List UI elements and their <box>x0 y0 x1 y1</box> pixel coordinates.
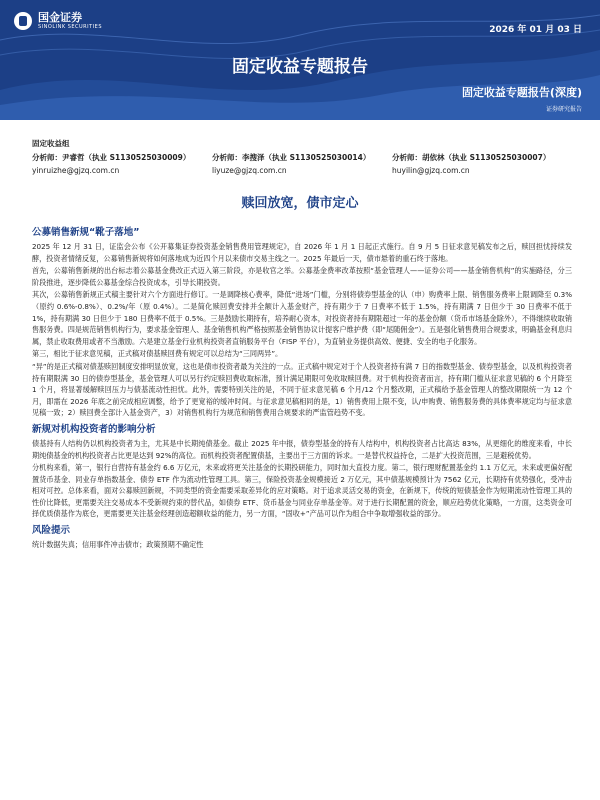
section-heading-risk: 风险提示 <box>32 525 71 537</box>
report-type-title: 固定收益专题报告 <box>232 57 368 77</box>
paragraph: 分机构来看，第一，银行自营持有基金约 6.6 万亿元，未来或将更关注基金的长期投研能力，同时加大直投力度。第二，银行理财配置基金约 1.1 万亿元，未来或更偏好配置货币基金、同业存单指数基金、债券 ETF 作为流动性管理工具。第三，保险投资基金规模接近 2 万亿元，其中债基规模预计为 7562 亿元，长期持有优势强化，受冲击相对可控。总体来看，面对公募赎回新规，不同类型的资金需要采取差异化的应对策略。对于追求灵活交易的资金，在新规下，传统的短债基金作为短期流动性管理工具的性价比降低，更需要关注交易成本不受新规约束的替代品，如债券 ETF、货币基金与同业存单基金等。对于进行长期配置的资金，顺应趋势优化策略，一方面，这类资金可择优质债基作为底仓，更需要更关注基金经理创造超额收益的能力，另一方面，“固收+”产品可以作为组合中争取增强收益的部分。 <box>32 463 572 519</box>
header-banner <box>0 0 600 120</box>
paragraph: 第三，相比于征求意见稿，正式稿对债基赎回费有规定可以总结为“三同两异”。 <box>32 349 283 359</box>
paragraph: 2025 年 12 月 31 日，证监会公布《公开募集证券投资基金销售费用管理规定》，自 2026 年 1 月 1 日起正式施行。自 9 月 5 日征求意见稿发布之后，赎回担忧持续发酵，投资者情绪反复，公募销售新规将如何落地成为近四个月以来债市交易主线之一。2025 年最后一天，债市悬着的重石终于落地。 <box>32 242 572 263</box>
analyst-group: 固定收益组 <box>32 139 70 148</box>
analyst-email[interactable]: liyuze@gjzq.com.cn <box>212 166 287 175</box>
logo-icon <box>14 12 32 30</box>
analyst-name: 分析师：尹睿哲（执业 S1130525030009） <box>32 153 191 162</box>
paragraph: 首先，公募销售新规的出台标志着公募基金费改正式迈入第三阶段，亦是收官之举。公募基金费率改革按照“基金管理人——证券公司——基金销售机构”的实施路径，分三阶段推进，逐步降低公募基金综合投资成本，引导长期投资。 <box>32 266 572 287</box>
analyst-email[interactable]: huyilin@gjzq.com.cn <box>392 166 470 175</box>
section-heading-institutional-impact: 新规对机构投资者的影响分析 <box>32 423 156 435</box>
company-logo <box>14 12 102 30</box>
logo-subtext: SINOLINK SECURITIES <box>38 24 102 30</box>
paragraph: 债基持有人结构仍以机构投资者为主，尤其是中长期纯债基金。截止 2025 年中报，债券型基金的持有人结构中，机构投资者占比高达 83%，从更细化的维度来看，中长期纯债基金的机构投资者占比更是达到 92%的高位。而机构投资者配置债基，主要出于三方面的诉求。一是替代权益持仓，二是扩大投资范围，三是避税优势。 <box>32 438 572 460</box>
analyst-name: 分析师：李搜泽（执业 S1130525030014） <box>212 153 371 162</box>
analyst-email[interactable]: yinruizhe@gjzq.com.cn <box>32 166 120 175</box>
document-title: 赎回放宽，债市定心 <box>241 196 359 211</box>
analyst-card <box>32 152 212 175</box>
report-body <box>32 222 572 552</box>
report-label: 证券研究报告 <box>545 106 582 113</box>
section-heading-sales-rule: 公募销售新规“靴子落地” <box>32 227 140 238</box>
paragraph: 其次，公募销售新规正式稿主要针对六个方面进行修订。一是调降核心费率，降低“进场”门槛，分别将债券型基金的认（申）购费率上限、销售服务费率上限调降至 0.3%（原约 0.6%-0.8%）、0.2%/年（原 0.4%）。二是简化赎回费安排并全额计入基金财产，持有期少于 7 日费率不低于 1.5%，持有期满 7 日但少于 30 日费率不低于 1%，持有期满 30 日但少于 180 日费率不低于 0.5%。三是鼓励长期持有，培养耐心资本，对投资者持有期限超过一年的基金份额（货币市场基金除外），不得继续收取销售服务费。四是规范销售机构行为，要求基金管理人、基金销售机构严格按照基金销售协议计提客户维护费（即“尾随佣金”）。五是强化销售费用合规要求，明确基金利息归属，禁止收取费用或者不当激励。六是建立基金行业机构投资者直销服务平台（FISP 平台），为直销业务提供高效、便捷、安全的电子化服务。 <box>32 290 572 346</box>
analyst-card <box>212 152 392 175</box>
report-subtitle: 固定收益专题报告(深度) <box>461 86 582 99</box>
report-date: 2026 年 01 月 03 日 <box>489 25 582 35</box>
analyst-card <box>392 152 572 175</box>
paragraph: “异”的是正式稿对债基赎回制度安排明显放宽，这也是债市投资者最为关注的一点。正式稿中规定对于个人投资者持有满 7 日的指数型基金、债券型基金，以及机构投资者持有期限满 30 日的债券型基金，基金管理人可以另行约定赎回费收取标准，预计满足期限可免收取赎回费。对于机构投资者而言，持有期门槛从征求意见稿的 6 个月降至 1 个月，将显著缓解赎回压力与债基流动性担忧。此外，需要特别关注的是，不同于征求意见稿 6 个月/12 个月整改期，正式稿给予基金管理人的整改期限统一为 12 个月，即需在 2026 年底之前完成相应调整，给予了更宽裕的缓冲时间。与征求意见稿相同的是，1）销售费用上限不变，认/申购费、销售服务费的具体费率规定均与征求意见稿一致；2）赎回费全部计入基金资产，3）对销售机构行为规范和销售费用合规要求的严监管趋势不变。 <box>32 361 572 418</box>
analyst-section <box>32 138 572 175</box>
risk-text: 统计数据失真；信用事件冲击债市；政策预期不确定性 <box>32 540 204 550</box>
logo-text: 国金证券 <box>38 11 82 24</box>
analyst-name: 分析师：胡依林（执业 S1130525030007） <box>392 153 551 162</box>
